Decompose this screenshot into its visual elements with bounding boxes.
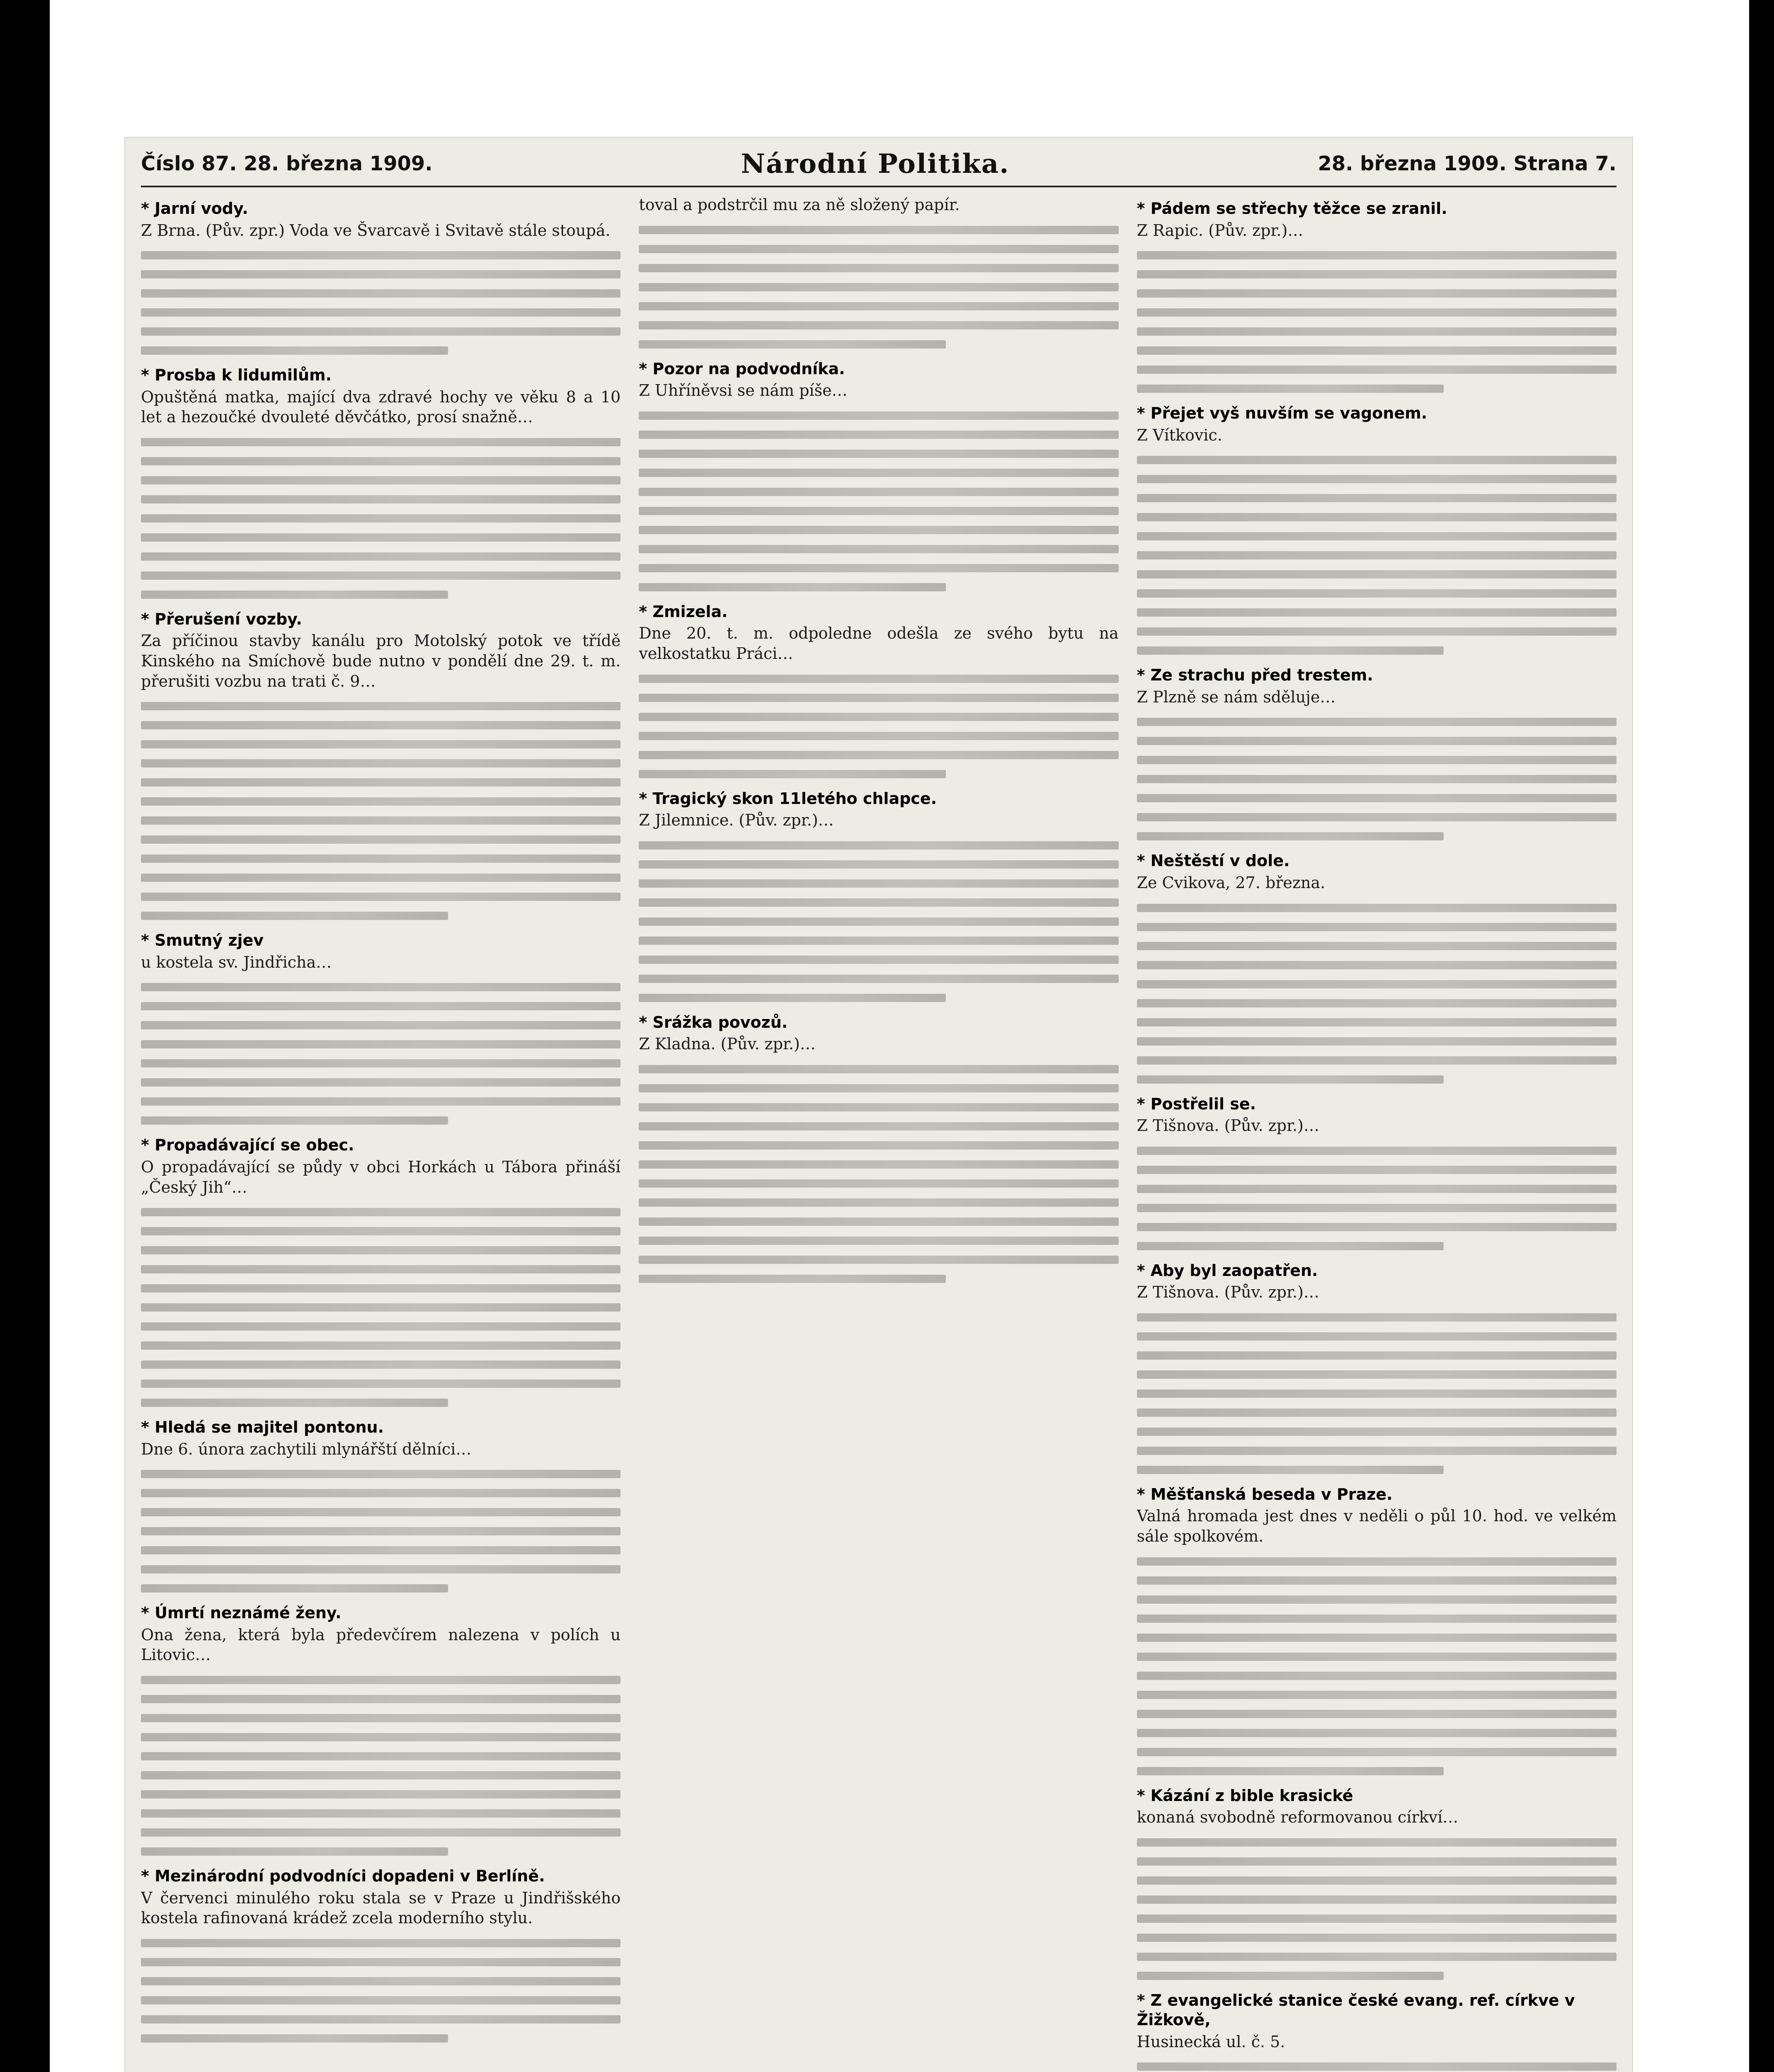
text-line-placeholder [141, 1341, 620, 1350]
text-line-placeholder [1137, 1972, 1444, 1980]
text-line-placeholder [1137, 1204, 1616, 1212]
text-line-placeholder [1137, 1447, 1616, 1455]
article-lead: u kostela sv. Jindřicha… [141, 953, 332, 971]
text-line-placeholder [141, 1380, 620, 1388]
article-block [141, 931, 620, 1125]
article-block [141, 199, 620, 355]
text-line-placeholder [639, 545, 1118, 553]
text-line-placeholder [639, 770, 946, 778]
article-lead: V červenci minulého roku stala se v Praze u Jindřišského kostela rafinovaná krádež zcela moderního stylu. [141, 1888, 621, 1927]
unreadable-body-text [141, 1939, 620, 2043]
text-line-placeholder [1137, 494, 1616, 502]
text-line-placeholder [639, 302, 1118, 310]
text-line-placeholder [141, 1828, 620, 1837]
issue-date-left: Číslo 87. 28. března 1909. [141, 152, 433, 175]
text-line-placeholder [1137, 1615, 1616, 1623]
text-line-placeholder [1137, 737, 1616, 745]
text-line-placeholder [1137, 1147, 1616, 1155]
text-line-placeholder [639, 564, 1118, 572]
text-line-placeholder [639, 469, 1118, 477]
text-line-placeholder [141, 1078, 620, 1087]
text-line-placeholder [1137, 551, 1616, 559]
text-line-placeholder [141, 346, 448, 355]
text-line-placeholder [1137, 513, 1616, 521]
unreadable-body-text [141, 1676, 620, 1856]
article-lead: Z Vítkovic. [1137, 426, 1222, 444]
text-line-placeholder [1137, 1634, 1616, 1642]
text-line-placeholder [1137, 346, 1616, 355]
text-line-placeholder [1137, 646, 1444, 655]
text-line-placeholder [141, 835, 620, 844]
text-line-placeholder [1137, 1748, 1616, 1756]
text-line-placeholder [1137, 1710, 1616, 1718]
article-heading: * Tragický skon 11letého chlapce. [639, 789, 937, 808]
text-line-placeholder [141, 289, 620, 298]
text-line-placeholder [1137, 627, 1616, 636]
text-line-placeholder [1137, 1332, 1616, 1341]
text-line-placeholder [1137, 475, 1616, 483]
text-line-placeholder [1137, 270, 1616, 278]
text-line-placeholder [141, 1790, 620, 1798]
text-line-placeholder [1137, 1389, 1616, 1398]
text-line-placeholder [141, 1040, 620, 1048]
text-line-placeholder [1137, 1729, 1616, 1737]
unreadable-body-text [1137, 1313, 1616, 1474]
article-heading: * Neštěstí v dole. [1137, 852, 1290, 870]
article-block [1137, 1991, 1616, 2072]
text-line-placeholder [141, 308, 620, 317]
text-line-placeholder [639, 450, 1118, 458]
text-line-placeholder [639, 526, 1118, 534]
article-block [141, 1866, 620, 2043]
text-line-placeholder [639, 956, 1118, 964]
unreadable-body-text [1137, 718, 1616, 840]
text-line-placeholder [141, 1399, 448, 1407]
text-line-placeholder [141, 1939, 620, 1947]
text-line-placeholder [141, 1246, 620, 1254]
article-lead: Z Uhříněvsi se nám píše… [639, 381, 848, 400]
text-line-placeholder [639, 1141, 1118, 1150]
text-line-placeholder [639, 898, 1118, 907]
text-line-placeholder [141, 1508, 620, 1516]
masthead-rule [141, 186, 1616, 187]
unreadable-body-text [639, 226, 1118, 349]
text-line-placeholder [1137, 1166, 1616, 1174]
text-line-placeholder [639, 975, 1118, 983]
article-heading: * Mezinárodní podvodníci dopadeni v Berlíně. [141, 1867, 545, 1885]
article-heading: * Jarní vody. [141, 199, 248, 218]
article-lead: Za příčinou stavby kanálu pro Motolský potok ve třídě Kinského na Smíchově bude nutno v pondělí dne 29. t. m. přerušiti vozbu na trati č. 9… [141, 632, 621, 690]
text-line-placeholder [141, 1733, 620, 1741]
text-line-placeholder [141, 2015, 620, 2024]
unreadable-body-text [1137, 2062, 1616, 2072]
article-lead: Z Rapic. (Pův. zpr.)… [1137, 221, 1304, 240]
text-line-placeholder [1137, 385, 1444, 393]
article-block [639, 1013, 1118, 1283]
unreadable-body-text [1137, 904, 1616, 1084]
article-lead: Z Tišnova. (Pův. zpr.)… [1137, 1283, 1319, 1302]
text-line-placeholder [1137, 961, 1616, 969]
text-line-placeholder [141, 1208, 620, 1216]
article-lead: Ona žena, která byla předevčírem nalezena v polích u Litovic… [141, 1625, 621, 1664]
text-line-placeholder [639, 675, 1118, 683]
text-line-placeholder [639, 713, 1118, 721]
text-line-placeholder [1137, 718, 1616, 726]
article-heading: * Ze strachu před trestem. [1137, 666, 1373, 685]
text-line-placeholder [141, 1695, 620, 1703]
text-line-placeholder [1137, 366, 1616, 374]
text-line-placeholder [1137, 1223, 1616, 1231]
text-line-placeholder [141, 983, 620, 991]
text-line-placeholder [141, 702, 620, 710]
text-line-placeholder [141, 1714, 620, 1722]
article-lead: Z Jilemnice. (Pův. zpr.)… [639, 811, 834, 829]
text-line-placeholder [141, 1996, 620, 2004]
unreadable-body-text [639, 411, 1118, 591]
text-line-placeholder [141, 740, 620, 748]
article-heading: * Pozor na podvodníka. [639, 359, 845, 378]
text-line-placeholder [1137, 1934, 1616, 1942]
text-line-placeholder [639, 1103, 1118, 1111]
text-line-placeholder [141, 1958, 620, 1966]
text-line-placeholder [141, 270, 620, 278]
text-line-placeholder [1137, 1895, 1616, 1904]
text-line-placeholder [141, 1489, 620, 1497]
article-lead: Z Plzně se nám sděluje… [1137, 687, 1336, 706]
text-line-placeholder [639, 1198, 1118, 1207]
article-heading: * Přerušení vozby. [141, 610, 302, 628]
text-line-placeholder [639, 1256, 1118, 1264]
text-line-placeholder [141, 476, 620, 484]
article-block [1137, 1094, 1616, 1250]
text-line-placeholder [141, 438, 620, 446]
text-line-placeholder [141, 893, 620, 901]
unreadable-body-text [639, 675, 1118, 778]
unreadable-body-text [1137, 456, 1616, 655]
text-line-placeholder [1137, 1953, 1616, 1961]
text-line-placeholder [141, 721, 620, 729]
unreadable-body-text [639, 841, 1118, 1002]
article-block [141, 610, 620, 920]
text-line-placeholder [1137, 980, 1616, 988]
text-line-placeholder [141, 495, 620, 503]
text-line-placeholder [141, 1676, 620, 1684]
article-lead: Z Brna. (Pův. zpr.) Voda ve Švarcavě i Svitavě stále stoupá. [141, 221, 611, 240]
article-block [1137, 1485, 1616, 1775]
text-line-placeholder [639, 340, 946, 349]
article-heading: * Smutný zjev [141, 931, 264, 950]
text-line-placeholder [639, 751, 1118, 759]
text-line-placeholder [639, 994, 946, 1002]
text-line-placeholder [141, 1470, 620, 1478]
text-line-placeholder [639, 1237, 1118, 1245]
text-line-placeholder [141, 874, 620, 882]
text-line-placeholder [1137, 1351, 1616, 1360]
article-lead: Opuštěná matka, mající dva zdravé hochy ve věku 8 a 10 let a hezoučké dvouleté děvčátko, prosí snažně… [141, 387, 621, 426]
article-columns [141, 195, 1616, 2072]
article-lead: Husinecká ul. č. 5. [1137, 2032, 1285, 2051]
article-heading: * Prosba k lidumilům. [141, 366, 332, 385]
article-block [1137, 851, 1616, 1083]
text-line-placeholder [1137, 1576, 1616, 1585]
article-block [1137, 404, 1616, 655]
text-line-placeholder [141, 1584, 448, 1593]
scan-border-left [0, 0, 50, 2072]
text-line-placeholder [1137, 251, 1616, 259]
text-line-placeholder [141, 778, 620, 787]
article-heading: * Přejet vyš nuvším se vagonem. [1137, 404, 1427, 423]
article-heading: * Kázání z bible krasické [1137, 1786, 1353, 1805]
unreadable-body-text [141, 438, 620, 599]
article-block [141, 366, 620, 599]
text-line-placeholder [141, 591, 448, 599]
text-line-placeholder [1137, 1056, 1616, 1065]
text-line-placeholder [1137, 1653, 1616, 1661]
article-heading: * Propadávající se obec. [141, 1136, 354, 1155]
text-line-placeholder [1137, 532, 1616, 540]
text-line-placeholder [1137, 308, 1616, 317]
text-line-placeholder [141, 1809, 620, 1818]
newspaper-title: Národní Politika. [741, 148, 1010, 179]
text-line-placeholder [1137, 1466, 1444, 1474]
text-line-placeholder [141, 1059, 620, 1067]
text-line-placeholder [639, 507, 1118, 515]
article-heading: * Zmizela. [639, 602, 728, 621]
text-line-placeholder [1137, 1075, 1444, 1084]
article-lead: Ze Cvikova, 27. března. [1137, 873, 1326, 892]
unreadable-body-text [639, 1065, 1118, 1283]
text-line-placeholder [141, 1002, 620, 1010]
unreadable-body-text [141, 251, 620, 355]
text-line-placeholder [141, 1360, 620, 1369]
text-line-placeholder [141, 854, 620, 863]
article-heading: * Z evangelické stanice české evang. ref. církve v Žižkově, [1137, 1991, 1575, 2029]
text-line-placeholder [639, 321, 1118, 329]
article-block [1137, 1786, 1616, 1980]
text-line-placeholder [1137, 1767, 1444, 1775]
unreadable-body-text [1137, 1838, 1616, 1980]
text-line-placeholder [1137, 570, 1616, 579]
text-line-placeholder [141, 1847, 448, 1856]
unreadable-body-text [1137, 251, 1616, 393]
article-lead: konaná svobodně reformovanou církví… [1137, 1808, 1459, 1826]
unreadable-body-text [1137, 1147, 1616, 1250]
text-line-placeholder [639, 732, 1118, 740]
article-lead: Valná hromada jest dnes v neděli o půl 10. hod. ve velkém sále spolkovém. [1137, 1507, 1616, 1545]
article-heading: * Hledá se majitel pontonu. [141, 1418, 384, 1437]
text-line-placeholder [639, 841, 1118, 850]
text-line-placeholder [1137, 1037, 1616, 1046]
text-line-placeholder [141, 514, 620, 523]
text-line-placeholder [639, 1160, 1118, 1169]
text-line-placeholder [639, 1218, 1118, 1226]
text-line-placeholder [639, 1122, 1118, 1130]
column-1 [141, 195, 620, 2072]
article-lead: O propadávající se půdy v obci Horkách u Tábora přináší „Český Jih“… [141, 1157, 621, 1196]
text-line-placeholder [639, 1084, 1118, 1092]
article-block [141, 1603, 620, 1856]
article-lead: Z Kladna. (Pův. zpr.)… [639, 1035, 816, 1053]
text-line-placeholder [1137, 589, 1616, 598]
text-line-placeholder [141, 1977, 620, 1985]
text-line-placeholder [1137, 904, 1616, 912]
text-line-placeholder [1137, 1691, 1616, 1699]
article-block [1137, 1261, 1616, 1474]
text-line-placeholder [1137, 2062, 1616, 2071]
text-line-placeholder [1137, 1018, 1616, 1026]
text-line-placeholder [141, 759, 620, 767]
text-line-placeholder [639, 1275, 946, 1283]
article-block [639, 359, 1118, 591]
unreadable-body-text [141, 1470, 620, 1593]
masthead [141, 145, 1616, 182]
text-line-placeholder [1137, 1876, 1616, 1885]
text-line-placeholder [639, 937, 1118, 945]
text-line-placeholder [141, 571, 620, 580]
text-line-placeholder [639, 264, 1118, 272]
text-line-placeholder [141, 1116, 448, 1125]
article-lead: Z Tišnova. (Pův. zpr.)… [1137, 1116, 1319, 1135]
text-line-placeholder [1137, 832, 1444, 840]
text-line-placeholder [141, 251, 620, 259]
article-lead: Dne 6. února zachytili mlynářští dělníci… [141, 1440, 472, 1458]
text-line-placeholder [141, 457, 620, 465]
text-line-placeholder [639, 694, 1118, 702]
text-line-placeholder [1137, 456, 1616, 464]
article-block [639, 195, 1118, 349]
text-line-placeholder [141, 1752, 620, 1760]
text-line-placeholder [1137, 1557, 1616, 1566]
text-line-placeholder [1137, 1428, 1616, 1436]
text-line-placeholder [1137, 942, 1616, 950]
article-heading: * Pádem se střechy těžce se zranil. [1137, 199, 1447, 218]
article-block [141, 1135, 620, 1407]
unreadable-body-text [141, 702, 620, 920]
article-block [141, 1418, 620, 1593]
text-line-placeholder [1137, 289, 1616, 298]
text-line-placeholder [141, 1322, 620, 1331]
text-line-placeholder [1137, 1595, 1616, 1604]
text-line-placeholder [141, 552, 620, 561]
text-line-placeholder [141, 1227, 620, 1235]
text-line-placeholder [1137, 794, 1616, 802]
column-2 [639, 195, 1118, 2072]
unreadable-body-text [141, 983, 620, 1125]
text-line-placeholder [1137, 1838, 1616, 1847]
text-line-placeholder [639, 860, 1118, 869]
issue-date-right: 28. března 1909. Strana 7. [1318, 152, 1616, 175]
text-line-placeholder [141, 1265, 620, 1273]
text-line-placeholder [141, 533, 620, 542]
text-line-placeholder [141, 1097, 620, 1106]
text-line-placeholder [639, 411, 1118, 420]
article-block [639, 789, 1118, 1002]
article-heading: * Aby byl zaopatřen. [1137, 1261, 1318, 1280]
text-line-placeholder [639, 583, 946, 591]
text-line-placeholder [141, 1546, 620, 1554]
text-line-placeholder [141, 816, 620, 825]
text-line-placeholder [639, 879, 1118, 888]
scan-border-right [1749, 0, 1774, 2072]
text-line-placeholder [639, 431, 1118, 439]
text-line-placeholder [1137, 1313, 1616, 1322]
text-line-placeholder [1137, 608, 1616, 617]
text-line-placeholder [141, 1771, 620, 1779]
text-line-placeholder [639, 226, 1118, 234]
unreadable-body-text [1137, 1557, 1616, 1775]
article-heading: * Postřelil se. [1137, 1094, 1256, 1113]
text-line-placeholder [1137, 327, 1616, 336]
article-heading: * Srážka povozů. [639, 1013, 788, 1031]
text-line-placeholder [141, 1284, 620, 1293]
text-line-placeholder [141, 1565, 620, 1573]
column-3 [1137, 195, 1616, 2072]
text-line-placeholder [1137, 1242, 1444, 1250]
text-line-placeholder [1137, 923, 1616, 931]
article-block [1137, 666, 1616, 840]
text-line-placeholder [639, 1179, 1118, 1188]
article-block [1137, 199, 1616, 393]
article-lead: Dne 20. t. m. odpoledne odešla ze svého bytu na velkostatku Práci… [639, 624, 1119, 663]
text-line-placeholder [639, 283, 1118, 291]
article-heading: * Měšťanská beseda v Praze. [1137, 1485, 1393, 1503]
text-line-placeholder [639, 1065, 1118, 1073]
newspaper-page [124, 137, 1633, 2072]
text-line-placeholder [141, 1303, 620, 1312]
article-block [639, 602, 1118, 778]
text-line-placeholder [1137, 1672, 1616, 1680]
text-line-placeholder [1137, 1857, 1616, 1866]
text-line-placeholder [1137, 1185, 1616, 1193]
article-lead: toval a podstrčil mu za ně složený papír. [639, 196, 960, 214]
text-line-placeholder [1137, 813, 1616, 821]
text-line-placeholder [1137, 1409, 1616, 1417]
text-line-placeholder [1137, 1915, 1616, 1923]
text-line-placeholder [141, 912, 448, 920]
text-line-placeholder [639, 488, 1118, 496]
text-line-placeholder [1137, 999, 1616, 1007]
text-line-placeholder [1137, 775, 1616, 783]
article-heading: * Úmrtí neznámé ženy. [141, 1604, 342, 1622]
unreadable-body-text [141, 1208, 620, 1407]
text-line-placeholder [141, 1021, 620, 1029]
text-line-placeholder [639, 917, 1118, 926]
text-line-placeholder [141, 1527, 620, 1535]
text-line-placeholder [141, 2034, 448, 2043]
text-line-placeholder [1137, 1370, 1616, 1379]
text-line-placeholder [141, 797, 620, 806]
text-line-placeholder [1137, 756, 1616, 764]
text-line-placeholder [141, 327, 620, 336]
text-line-placeholder [639, 245, 1118, 253]
